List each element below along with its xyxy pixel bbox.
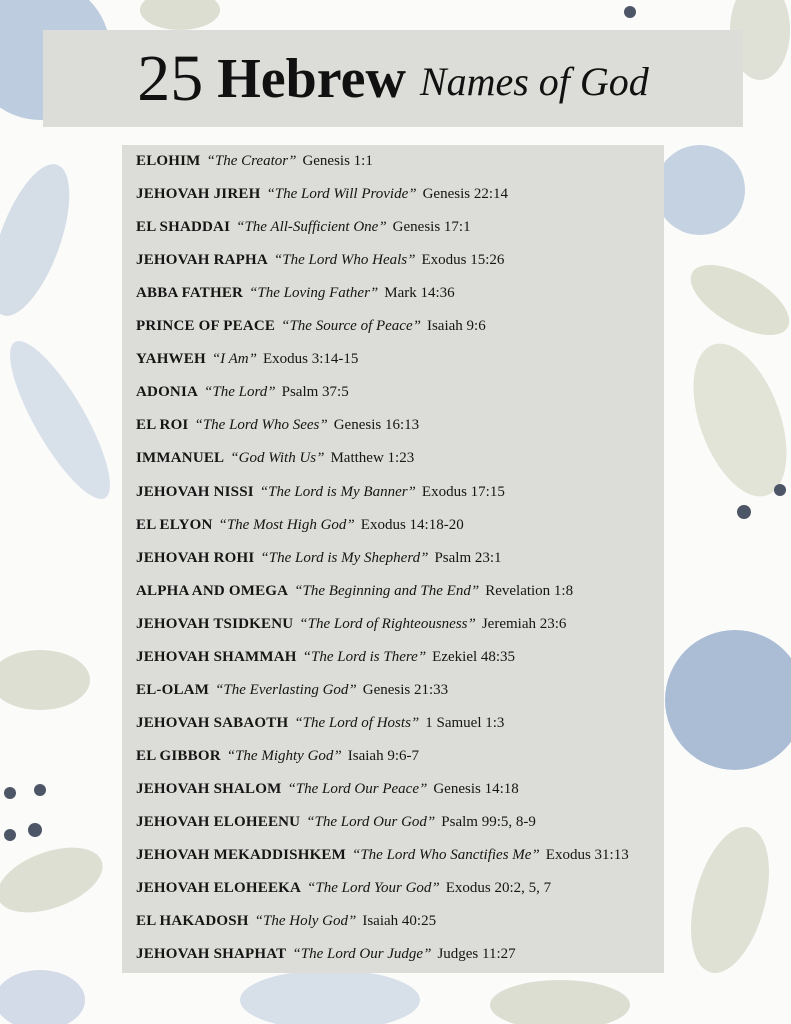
- leaf-shape: [0, 970, 85, 1024]
- meaning-label: “The Beginning and The End”: [294, 582, 480, 599]
- meaning-label: “The Everlasting God”: [215, 681, 357, 698]
- name-label: ELOHIM: [136, 153, 201, 169]
- list-item: [136, 616, 566, 633]
- meaning-label: “The Lord of Hosts”: [294, 714, 420, 731]
- meaning-label: “The Lord Our God”: [306, 814, 436, 830]
- flower-blob: [655, 145, 745, 235]
- scripture-reference: Exodus 3:14-15: [262, 351, 359, 368]
- scripture-reference: Exodus 15:26: [421, 252, 505, 269]
- name-label: JEHOVAH SABAOTH: [136, 714, 289, 731]
- list-item: [136, 550, 502, 567]
- scripture-reference: Exodus 17:15: [421, 483, 505, 500]
- meaning-label: “The Lord Who Sanctifies Me”: [352, 847, 540, 864]
- list-item: [136, 484, 505, 501]
- meaning-label: “The Lord”: [204, 384, 276, 401]
- name-label: JEHOVAH JIREH: [136, 186, 261, 203]
- scripture-reference: Genesis 1:1: [302, 153, 373, 169]
- title-hebrew: Hebrew: [217, 47, 406, 110]
- meaning-label: “The Most High God”: [218, 516, 355, 533]
- name-label: EL ROI: [136, 417, 189, 434]
- name-label: IMMANUEL: [136, 450, 225, 467]
- name-label: ALPHA AND OMEGA: [136, 582, 289, 599]
- list-item: [136, 153, 373, 170]
- name-label: JEHOVAH ROHI: [136, 549, 255, 566]
- leaf-shape: [240, 970, 420, 1024]
- berry: [34, 784, 46, 796]
- scripture-reference: Isaiah 9:6: [426, 318, 486, 335]
- list-item: [136, 186, 508, 203]
- title-banner: [43, 30, 743, 127]
- name-label: JEHOVAH SHAMMAH: [136, 648, 297, 665]
- list-item: [136, 682, 448, 699]
- scripture-reference: Genesis 17:1: [392, 219, 471, 236]
- scripture-reference: Genesis 14:18: [433, 780, 519, 797]
- berry: [4, 829, 16, 841]
- scripture-reference: Genesis 21:33: [362, 681, 449, 698]
- meaning-label: “The Lord Our Judge”: [292, 946, 432, 963]
- scripture-reference: Psalm 23:1: [434, 549, 502, 566]
- meaning-label: “The Lord of Righteousness”: [299, 615, 476, 632]
- meaning-label: “The Lord Will Provide”: [266, 186, 417, 203]
- scripture-reference: Genesis 16:13: [333, 417, 420, 434]
- title-number: 25: [137, 41, 204, 115]
- berry: [737, 505, 751, 519]
- scripture-reference: Mark 14:36: [384, 285, 455, 302]
- name-label: JEHOVAH MEKADDISHKEM: [136, 847, 346, 864]
- list-item: [136, 318, 486, 335]
- scripture-reference: Exodus 31:13: [545, 847, 629, 864]
- meaning-label: “The Creator”: [206, 153, 297, 169]
- leaf-shape: [680, 251, 791, 349]
- list-item: [136, 219, 471, 236]
- berry: [28, 823, 42, 837]
- flower-blob: [665, 630, 791, 770]
- name-label: EL HAKADOSH: [136, 913, 249, 930]
- list-item: [136, 450, 414, 467]
- list-item: [136, 715, 504, 732]
- list-item: [136, 285, 455, 302]
- meaning-label: “God With Us”: [230, 450, 325, 467]
- scripture-reference: Ezekiel 48:35: [432, 648, 516, 665]
- berry: [774, 484, 786, 496]
- meaning-label: “The Lord Our Peace”: [287, 780, 428, 797]
- name-label: JEHOVAH TSIDKENU: [136, 615, 294, 632]
- name-label: ADONIA: [136, 384, 199, 401]
- meaning-label: “The Holy God”: [254, 913, 357, 930]
- name-label: JEHOVAH SHALOM: [136, 780, 282, 797]
- leaf-shape: [677, 818, 783, 981]
- meaning-label: “The Lord Your God”: [307, 880, 440, 897]
- meaning-label: “The Lord is My Banner”: [259, 483, 416, 500]
- list-item: [136, 814, 536, 831]
- scripture-reference: 1 Samuel 1:3: [425, 714, 505, 731]
- meaning-label: “The All-Sufficient One”: [236, 219, 387, 236]
- name-label: EL SHADDAI: [136, 219, 231, 236]
- name-label: EL GIBBOR: [136, 747, 221, 764]
- berry: [624, 6, 636, 18]
- leaf-shape: [490, 980, 630, 1024]
- title-names-of-god: Names of God: [419, 59, 649, 104]
- names-list: [122, 145, 664, 973]
- list-item: [136, 880, 551, 897]
- name-label: JEHOVAH SHAPHAT: [136, 946, 287, 963]
- list-item: [136, 417, 419, 434]
- meaning-label: “The Lord Who Sees”: [194, 417, 328, 434]
- list-item: [136, 847, 629, 864]
- name-label: ABBA FATHER: [136, 285, 244, 302]
- name-label: JEHOVAH ELOHEEKA: [136, 880, 302, 897]
- scripture-reference: Psalm 37:5: [281, 384, 349, 401]
- scripture-reference: Genesis 22:14: [422, 186, 509, 203]
- scripture-reference: Isaiah 40:25: [362, 913, 437, 930]
- name-label: PRINCE OF PEACE: [136, 318, 276, 335]
- list-item: [136, 384, 349, 401]
- list-item: [136, 583, 573, 600]
- leaf-shape: [0, 835, 111, 925]
- name-label: EL ELYON: [136, 516, 213, 533]
- list-item: [136, 781, 519, 798]
- list-item: [136, 649, 515, 666]
- name-label: JEHOVAH ELOHEENU: [136, 814, 301, 830]
- list-item: [136, 748, 419, 765]
- scripture-reference: Revelation 1:8: [485, 582, 574, 599]
- meaning-label: “I Am”: [211, 351, 257, 368]
- meaning-label: “The Lord Who Heals”: [273, 252, 416, 269]
- scripture-reference: Exodus 20:2, 5, 7: [445, 880, 552, 897]
- berry: [4, 787, 16, 799]
- name-label: EL-OLAM: [136, 681, 210, 698]
- meaning-label: “The Lord is There”: [302, 648, 427, 665]
- meaning-label: “The Mighty God”: [226, 747, 342, 764]
- list-item: [136, 913, 436, 930]
- leaf-shape: [0, 155, 86, 326]
- list-item: [136, 946, 516, 963]
- scripture-reference: Psalm 99:5, 8-9: [441, 814, 536, 830]
- meaning-label: “The Loving Father”: [249, 285, 379, 302]
- leaf-shape: [0, 650, 90, 710]
- leaf-shape: [0, 330, 127, 511]
- scripture-reference: Jeremiah 23:6: [481, 615, 567, 632]
- name-label: YAHWEH: [136, 351, 206, 368]
- scripture-reference: Matthew 1:23: [330, 450, 415, 467]
- name-label: JEHOVAH RAPHA: [136, 252, 268, 269]
- scripture-reference: Isaiah 9:6-7: [347, 747, 419, 764]
- meaning-label: “The Lord is My Shepherd”: [260, 549, 429, 566]
- leaf-shape: [675, 331, 791, 509]
- list-item: [136, 517, 464, 534]
- scripture-reference: Exodus 14:18-20: [360, 516, 464, 533]
- leaf-shape: [140, 0, 220, 30]
- meaning-label: “The Source of Peace”: [281, 318, 421, 335]
- name-label: JEHOVAH NISSI: [136, 483, 254, 500]
- scripture-reference: Judges 11:27: [437, 946, 516, 963]
- list-item: [136, 351, 358, 368]
- list-item: [136, 252, 504, 269]
